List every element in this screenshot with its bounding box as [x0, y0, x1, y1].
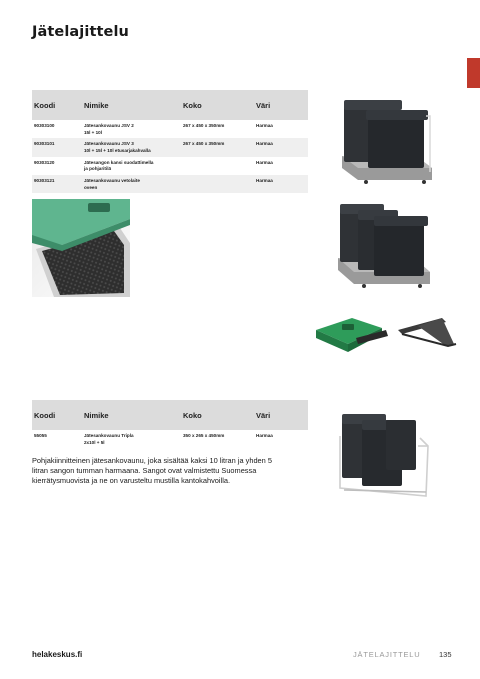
cell-name: Jätesankovaunu vetolaite oveen [82, 175, 181, 193]
cell-size: 267 x 450 x 350mm [183, 123, 225, 128]
section-tab-marker [467, 58, 480, 88]
two-bin-cart-photo [340, 96, 436, 188]
cell-size [181, 175, 254, 193]
table-row [32, 120, 308, 138]
col-header-nimike: Nimike [82, 400, 181, 430]
cell-size: 350 x 265 x 450mm [183, 433, 225, 438]
lid-closeup-photo [32, 199, 130, 297]
cell-size [181, 157, 254, 175]
cell-color: Harmaa [256, 433, 273, 438]
cell-code: 90303120 [34, 159, 55, 165]
cell-name: Jätesankovaunu JSV 3 10l + 15l + 10l etusarjakahvalla [82, 138, 181, 156]
table-row [32, 138, 308, 156]
green-lid-photo [312, 312, 388, 358]
table-row [32, 430, 308, 448]
cell-color: Harmaa [256, 159, 273, 165]
door-bracket-photo [396, 316, 458, 348]
col-header-koko: Koko [181, 90, 254, 120]
col-header-koodi: Koodi [32, 90, 82, 120]
col-header-koko: Koko [181, 400, 254, 430]
three-bin-cart-photo [336, 200, 432, 294]
product-table-2 [32, 400, 308, 448]
cell-code: 90303101 [32, 138, 82, 156]
table-row [32, 175, 308, 193]
page-number: 135 [439, 650, 452, 659]
col-header-nimike: Nimike [82, 90, 181, 120]
cell-code: 90303100 [34, 123, 55, 128]
product-description: Pohjakiinnitteinen jätesankovaunu, joka sisältää kaksi 10 litran ja yhden 5 litran sangon tumman harmaana. Sangot ovat valmistettu Suomessa kierrätysmuovista ja ne on varusteltu mustilla kantokahvoilla. [32, 456, 272, 485]
col-header-koodi: Koodi [32, 400, 82, 430]
cell-size: 267 x 450 x 350mm [181, 138, 254, 156]
table-row [32, 157, 308, 175]
footer-section-name: JÄTELAJITTELU [353, 650, 421, 659]
cell-color: Harmaa [254, 175, 308, 193]
cell-name: Jätesankovaunu JSV 2 15l + 10l [84, 123, 134, 135]
col-header-vari: Väri [254, 90, 308, 120]
cell-color: Harmaa [256, 123, 273, 128]
tripla-cart-photo [338, 406, 434, 498]
product-table-1 [32, 90, 308, 193]
cell-code: 90303121 [32, 175, 82, 193]
cell-color: Harmaa [254, 138, 308, 156]
col-header-vari: Väri [254, 400, 308, 430]
cell-name: Jätesangon kansi suodattimella ja pohjaritilä [84, 159, 154, 172]
page-title: Jätelajittelu [32, 24, 129, 40]
cell-code: 55055 [34, 433, 47, 438]
footer-website: helakeskus.fi [32, 650, 83, 659]
cell-name: Jätesankovaunu Tripla 2x10l + 5l [84, 433, 134, 445]
